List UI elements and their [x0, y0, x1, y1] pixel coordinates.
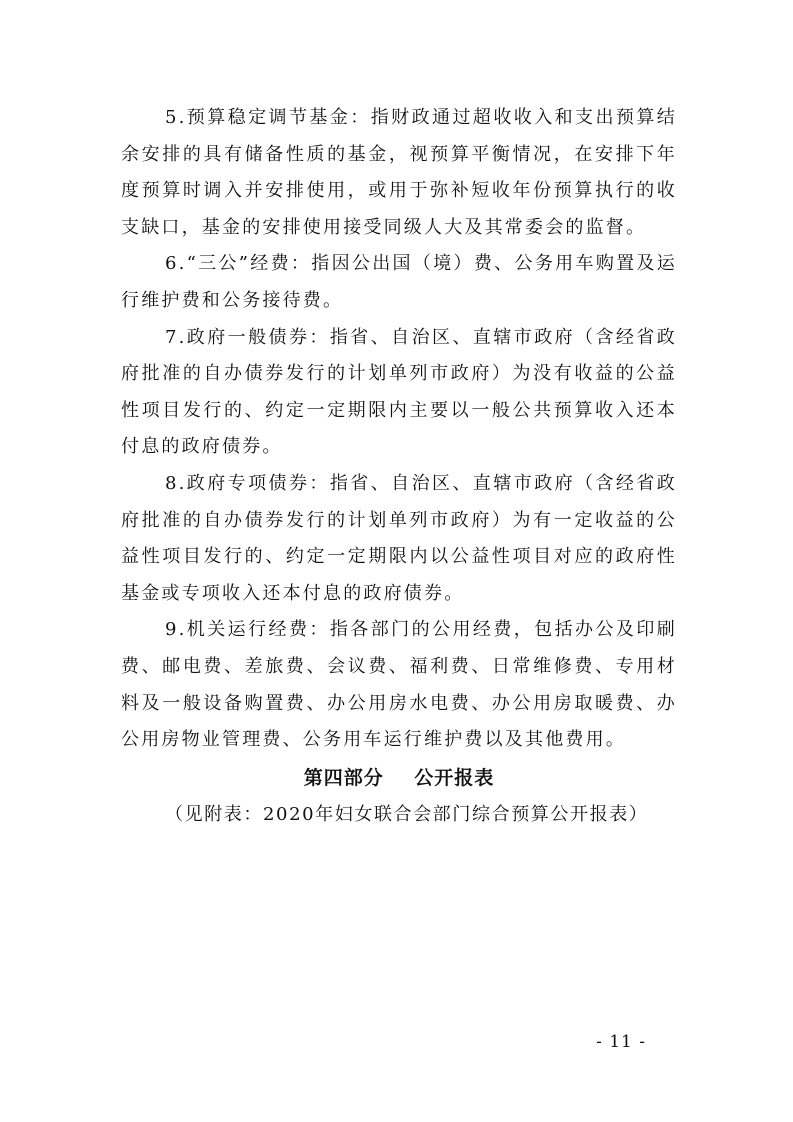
paragraph-three-public-expenses: 6.“三公”经费：指因公出国（境）费、公务用车购置及运行维护费和公务接待费。 [121, 253, 677, 311]
attachment-note: （见附表：2020年妇女联合会部门综合预算公开报表） [165, 803, 649, 825]
section-heading: 第四部分 公开报表 [303, 766, 495, 789]
paragraph-budget-stabilization-fund: 5.预算稳定调节基金：指财政通过超收收入和支出预算结余安排的具有储备性质的基金，视预算平衡情况，在安排下年度预算时调入并安排使用，或用于弥补短收年份预算执行的收支缺口，基金的安排使用接受同级人大及其常委会的监督。 [121, 107, 677, 238]
paragraph-agency-operating-expenses: 9.机关运行经费：指各部门的公用经费，包括办公及印刷费、邮电费、差旅费、会议费、福利费、日常维修费、专用材料及一般设备购置费、办公用房水电费、办公用房取暖费、办公用房物业管理费、公务用车运行维护费以及其他费用。 [121, 619, 677, 751]
document-body [121, 100, 677, 833]
page-number: - 11 - [596, 1032, 646, 1052]
paragraph-general-government-bonds: 7.政府一般债券：指省、自治区、直辖市政府（含经省政府批准的自办债券发行的计划单列市政府）为没有收益的公益性项目发行的、约定一定期限内主要以一般公共预算收入还本付息的政府债券。 [121, 326, 677, 458]
paragraph-special-government-bonds: 8.政府专项债券：指省、自治区、直辖市政府（含经省政府批准的自办债券发行的计划单列市政府）为有一定收益的公益性项目发行的、约定一定期限内以公益性项目对应的政府性基金或专项收入还本付息的政府债券。 [121, 472, 677, 604]
